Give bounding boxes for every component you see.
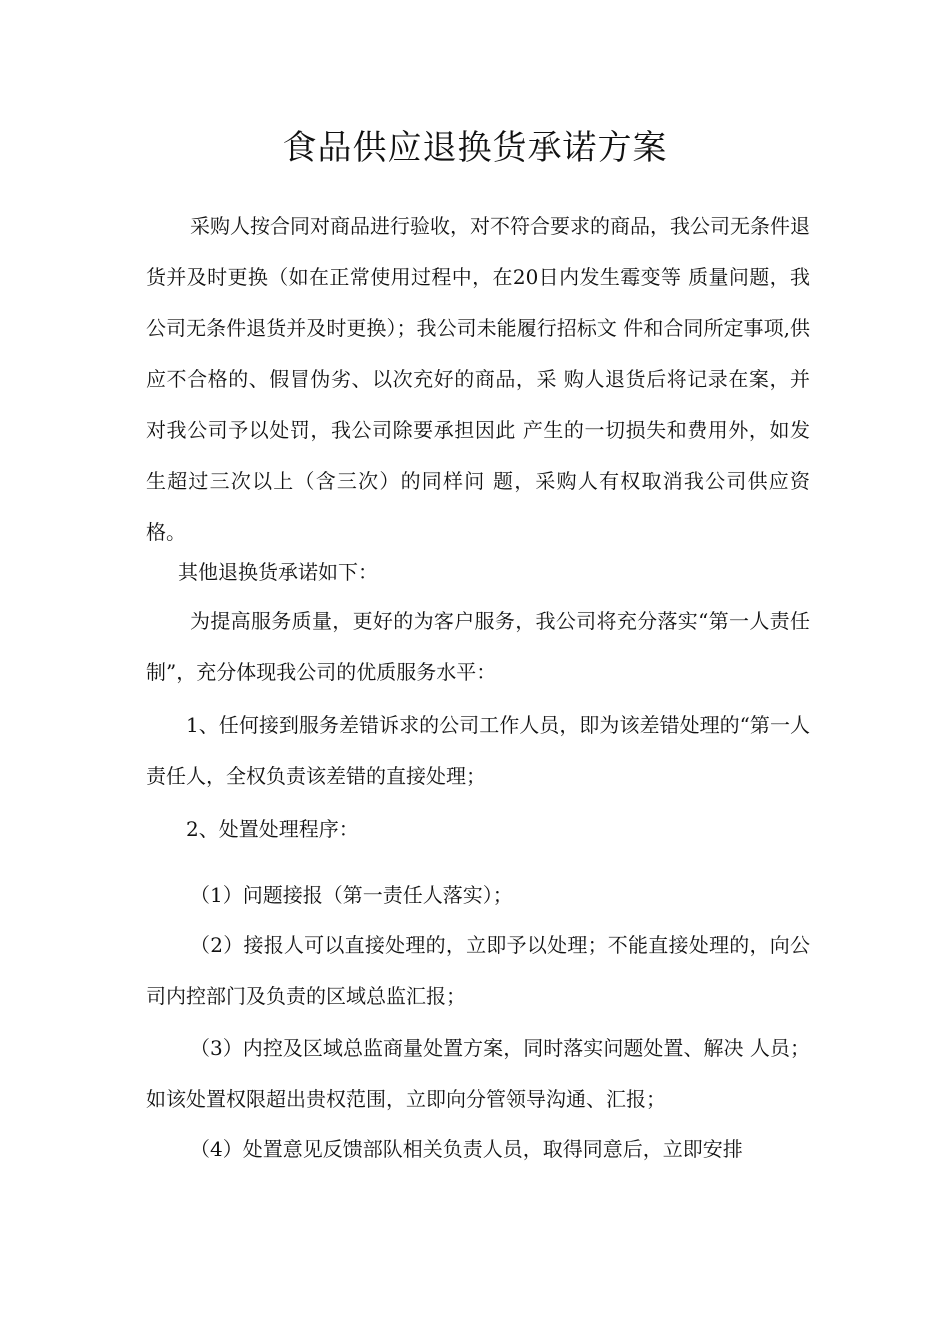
paragraph-item-1: 1、任何接到服务差错诉求的公司工作人员，即为该差错处理的“第一人责任人，全权负责该差错的直接处理；	[146, 713, 810, 788]
paragraph-return-policy: 采购人按合同对商品进行验收，对不符合要求的商品，我公司无条件退货并及时更换（如在正常使用过程中，在20日内发生霉变等 质量问题，我公司无条件退货并及时更换）；我公司未能履行招标文 件和合同所定事项,供应不合格的、假冒伪劣、以次充好的商品，采 购人退货后将记录在案，并对我公司予以处罚，我公司除要承担因此 产生的一切损失和费用外，如发生超过三次以上（含三次）的同样问 题，采购人有权取消我公司供应资格。	[146, 214, 810, 544]
paragraph-other-commitments: 其他退换货承诺如下：	[178, 560, 378, 584]
document-title: 食品供应退换货承诺方案	[282, 128, 668, 168]
paragraph-item-2: 2、处置处理程序：	[186, 817, 359, 841]
paragraph-step-1: （1）问题接报（第一责任人落实）；	[190, 883, 513, 907]
paragraph-first-responsibility: 为提高服务质量，更好的为客户服务，我公司将充分落实“第一人责任制”，充分体现我公司的优质服务水平：	[146, 609, 810, 684]
paragraph-step-2: （2）接报人可以直接处理的，立即予以处理；不能直接处理的，向公司内控部门及负责的区域总监汇报；	[146, 933, 810, 1008]
paragraph-step-4: （4）处置意见反馈部队相关负责人员，取得同意后，立即安排	[190, 1137, 743, 1161]
paragraph-step-3: （3）内控及区域总监商量处置方案，同时落实问题处置、解决 人员；如该处置权限超出贵权范围，立即向分管领导沟通、汇报；	[146, 1036, 810, 1111]
